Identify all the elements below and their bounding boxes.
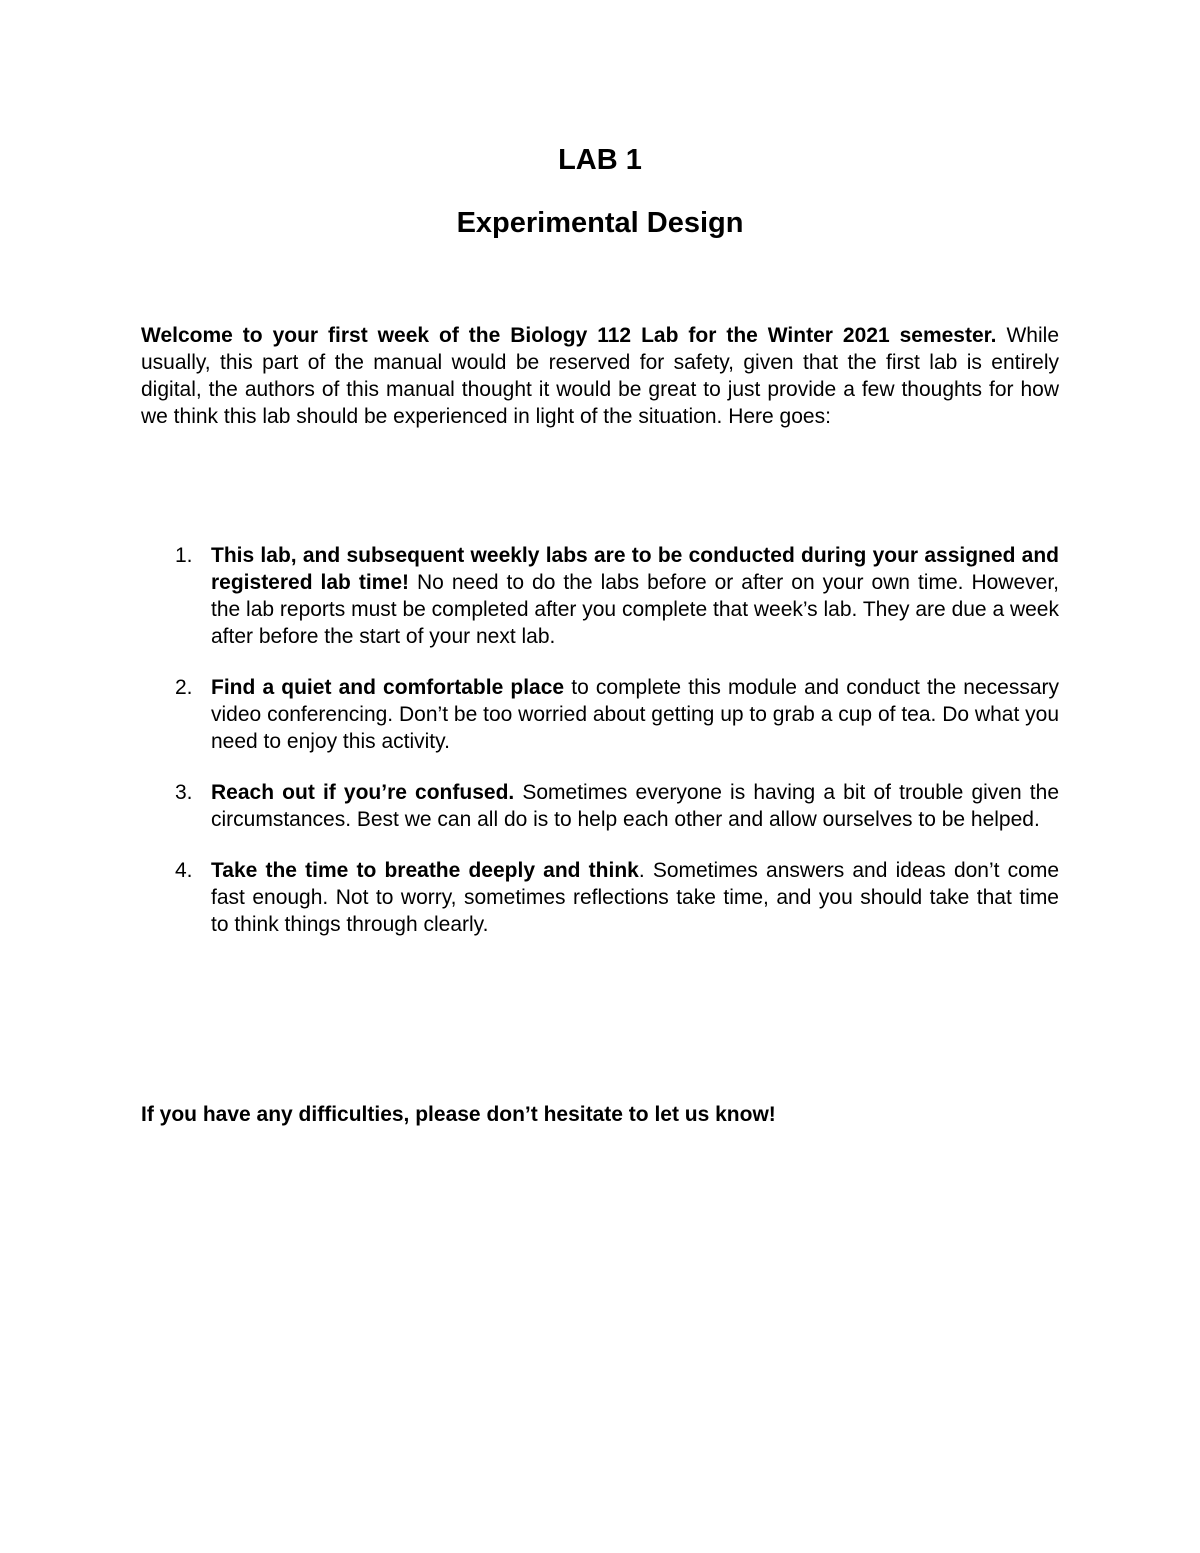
guideline-text: Sometimes everyone is having a bit of trouble given the circumstances. Best we can all do is to help each other and allow ourselves to be helped. [211, 781, 1059, 831]
guideline-item-4 [141, 857, 1059, 938]
guideline-list [141, 542, 1059, 962]
intro-lead: Welcome to your first week of the Biology 112 Lab for the Winter 2021 semester [141, 324, 991, 347]
guideline-item-3 [141, 779, 1059, 833]
guideline-text: to complete this module and conduct the necessary video conferencing. Don’t be too worried about getting up to grab a cup of tea. Do what you need to enjoy this activity. [211, 676, 1059, 753]
guideline-number: 4. [175, 859, 193, 882]
guideline-heading: This lab, and subsequent weekly labs are to be conducted during your assigned and registered lab time! [211, 544, 1059, 594]
closing-note: If you have any difficulties, please don’t hesitate to let us know! [141, 1103, 776, 1126]
guideline-heading: Reach out if you’re confused. [211, 781, 515, 804]
guideline-text: . Sometimes answers and ideas don’t come fast enough. Not to worry, sometimes reflections take time, and you should take that time to think things through clearly. [211, 859, 1059, 936]
guideline-item-2 [141, 674, 1059, 755]
guideline-number: 1. [175, 544, 193, 567]
guideline-number: 2. [175, 676, 193, 699]
guideline-heading: Take the time to breathe deeply and think [211, 859, 639, 882]
guideline-heading: Find a quiet and comfortable place [211, 676, 565, 699]
intro-body: While usually, this part of the manual would be reserved for safety, given that the first lab is entirely digital, the authors of this manual thought it would be great to just provide a few thoughts for how we think this lab should be experienced in light of the situation. Here goes: [141, 324, 1059, 428]
guideline-text: No need to do the labs before or after on your own time. However, the lab reports must be completed after you complete that week’s lab. They are due a week after before the start of your next lab. [211, 571, 1059, 648]
lab-name-title: Experimental Design [456, 207, 744, 239]
lab-number-title: LAB 1 [558, 144, 642, 176]
intro-paragraph [141, 322, 1059, 430]
guideline-item-1 [141, 542, 1059, 650]
intro-lead-period: . [990, 324, 997, 347]
guideline-number: 3. [175, 781, 193, 804]
